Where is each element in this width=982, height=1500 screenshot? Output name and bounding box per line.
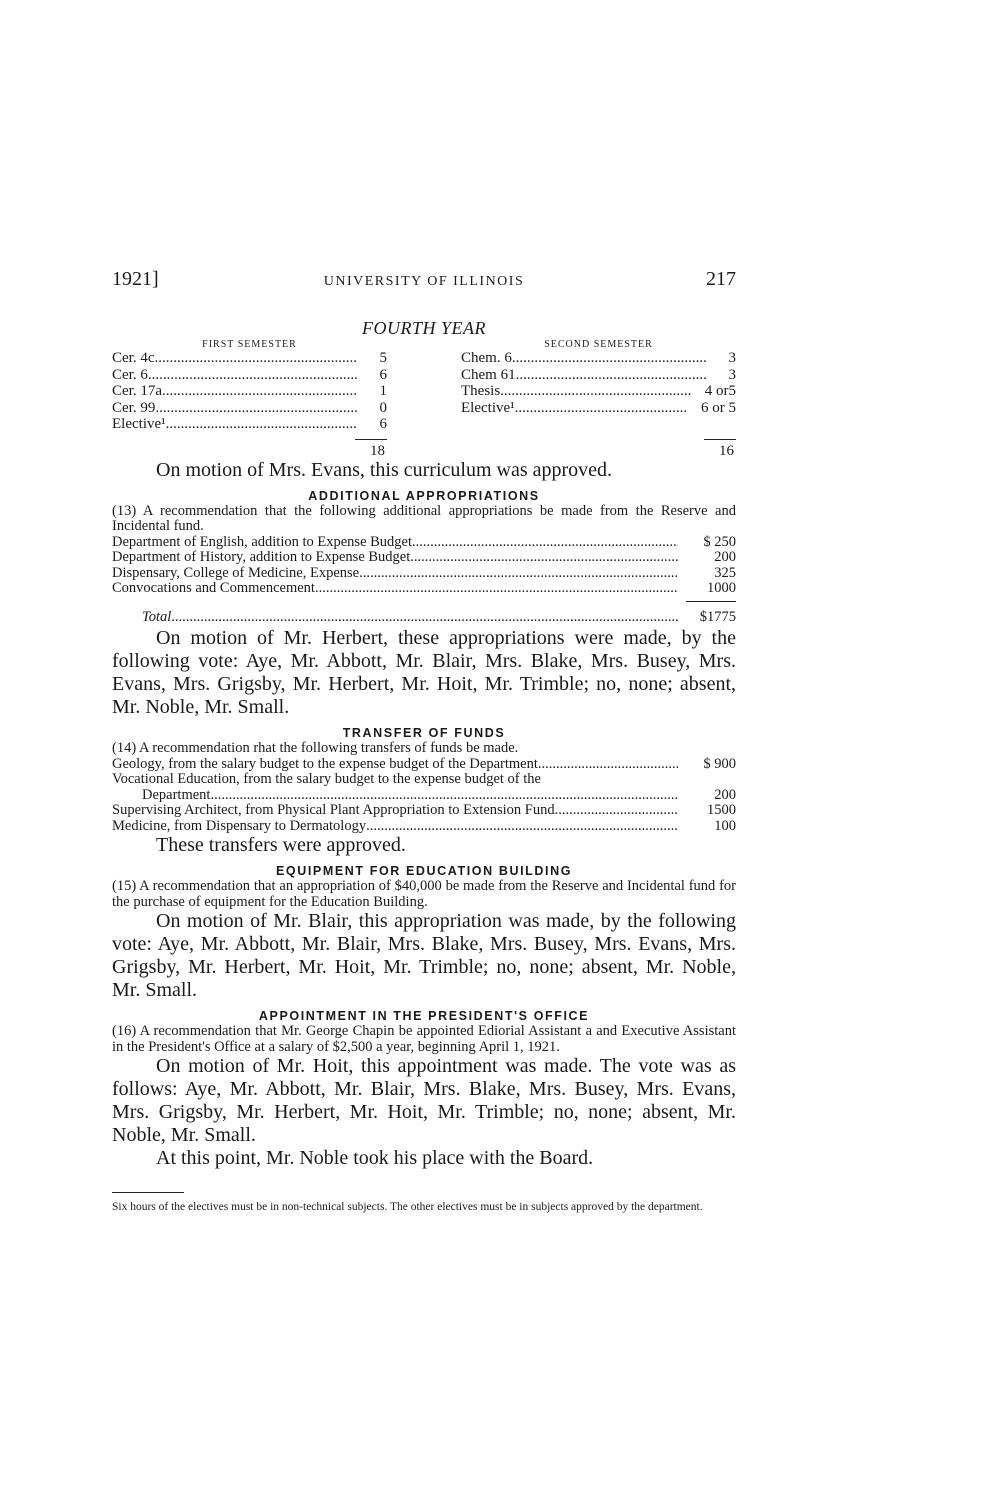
item-amount: 1500 bbox=[707, 802, 736, 818]
section-heading-equipment: EQUIPMENT FOR EDUCATION BUILDING bbox=[275, 864, 573, 878]
item-amount: 200 bbox=[714, 549, 736, 565]
course-credits: 1 bbox=[379, 383, 387, 399]
list-item bbox=[112, 757, 736, 773]
course-row bbox=[112, 400, 387, 417]
course-row bbox=[461, 400, 736, 417]
course-row bbox=[112, 367, 387, 384]
equipment-intro: (15) A recommendation that an appropriation of $40,000 be made from the Reserve and Incidental fund for the purchase of equipment for the Education Building. bbox=[112, 878, 736, 910]
course-name: Elective¹ bbox=[461, 399, 515, 416]
course-credits: 3 bbox=[728, 350, 736, 366]
item-amount: $ 900 bbox=[703, 755, 736, 772]
course-credits: 4 or5 bbox=[704, 383, 736, 399]
list-item bbox=[112, 535, 736, 551]
document-page bbox=[112, 268, 736, 1214]
curriculum-title: FOURTH YEAR bbox=[362, 318, 486, 338]
total-label: Total bbox=[142, 608, 172, 625]
first-semester-heading: FIRST SEMESTER bbox=[202, 339, 297, 350]
item-amount: $ 250 bbox=[703, 533, 736, 550]
total-amount: $1775 bbox=[699, 608, 736, 625]
list-item bbox=[112, 550, 736, 566]
item-amount: 325 bbox=[714, 564, 736, 581]
appropriations-intro: (13) A recommendation that the following additional appropriations be made from the Reserve and Incidental fund. bbox=[112, 502, 736, 534]
section-heading-additional-appropriations: ADDITIONAL APPROPRIATIONS bbox=[308, 488, 540, 503]
course-name: Cer. 99 bbox=[112, 399, 156, 416]
footnote-rule bbox=[112, 1192, 184, 1193]
item-amount: 200 bbox=[714, 786, 736, 803]
appropriations-motion: On motion of Mr. Herbert, these appropriations were made, by the following vote: Aye, Mr. Abbott, Mr. Blair, Mrs. Blake, Mrs. Busey, Mrs. Evans, Mrs. Grigsby, Mr. Herbert, Mr. Hoit, Mr. Trimble; no, none; absent, Mr. Noble, Mr. Small. bbox=[112, 627, 736, 718]
curriculum-table bbox=[112, 339, 736, 433]
header-year: 1921] bbox=[112, 268, 159, 290]
item-name: Department of History, addition to Expense Budget bbox=[112, 549, 411, 565]
second-semester-total: 16 bbox=[719, 442, 734, 459]
curriculum-motion: On motion of Mrs. Evans, this curriculum was approved. bbox=[156, 458, 613, 481]
running-header bbox=[112, 268, 736, 302]
course-name: Thesis bbox=[461, 383, 501, 399]
course-credits: 3 bbox=[728, 366, 736, 383]
section-heading-appointment: APPOINTMENT IN THE PRESIDENT'S OFFICE bbox=[258, 1009, 590, 1023]
transfer-motion: These transfers were approved. bbox=[156, 834, 406, 856]
list-item bbox=[112, 566, 736, 582]
list-item bbox=[112, 772, 736, 788]
page-number: 217 bbox=[706, 268, 736, 290]
appointment-intro: (16) A recommendation that Mr. George Chapin be appointed Ediorial Assistant a and Executive Assistant in the President's Office at a salary of $2,500 a year, beginning April 1, 1921. bbox=[112, 1023, 736, 1055]
course-name: Cer. 6 bbox=[112, 366, 148, 383]
appointment-motion: On motion of Mr. Hoit, this appointment was made. The vote was as follows: Aye, Mr. Abbott, Mr. Blair, Mrs. Blake, Mrs. Busey, Mrs. Evans, Mrs. Grigsby, Mr. Herbert, Mr. Hoit, Mr. Trimble; no, none; absent, Mr. Noble, Mr. Small. bbox=[112, 1055, 736, 1146]
course-row bbox=[461, 367, 736, 384]
first-semester-total: 18 bbox=[370, 442, 385, 459]
total-row bbox=[112, 610, 736, 626]
item-name: Geology, from the salary budget to the expense budget of the Department bbox=[112, 755, 538, 772]
course-row bbox=[112, 383, 387, 400]
section-heading-transfer-of-funds: TRANSFER OF FUNDS bbox=[342, 726, 506, 740]
item-name: Supervising Architect, from Physical Plant Appropriation to Extension Fund bbox=[112, 802, 555, 818]
item-amount: 1000 bbox=[707, 580, 736, 596]
transfer-intro: (14) A recommendation rhat the following transfers of funds be made. bbox=[112, 740, 519, 756]
list-item bbox=[112, 581, 736, 597]
course-credits: 5 bbox=[379, 350, 387, 366]
list-item bbox=[112, 788, 736, 804]
course-credits: 6 or 5 bbox=[701, 399, 736, 416]
course-credits: 6 bbox=[379, 366, 387, 383]
course-name: Cer. 17a bbox=[112, 383, 162, 399]
item-name: Medicine, from Dispensary to Dermatology bbox=[112, 817, 367, 834]
item-name: Vocational Education, from the salary budget to the expense budget of the bbox=[112, 771, 541, 787]
header-title: UNIVERSITY OF ILLINOIS bbox=[323, 274, 525, 289]
item-name: Department of English, addition to Expense Budget bbox=[112, 533, 413, 550]
item-name: Dispensary, College of Medicine, Expense bbox=[112, 564, 360, 581]
second-semester-heading: SECOND SEMESTER bbox=[544, 339, 653, 350]
closing-statement: At this point, Mr. Noble took his place with the Board. bbox=[156, 1147, 594, 1169]
footnote: Six hours of the electives must be in non-technical subjects. The other electives must be in subjects approved by the department. bbox=[112, 1201, 703, 1213]
list-item bbox=[112, 819, 736, 835]
item-amount: 100 bbox=[714, 817, 736, 834]
course-name: Cer. 4c bbox=[112, 350, 155, 366]
first-semester bbox=[112, 339, 387, 433]
second-semester bbox=[461, 339, 736, 433]
item-name: Convocations and Commencement bbox=[112, 580, 315, 596]
course-credits: 0 bbox=[379, 399, 387, 416]
course-row bbox=[461, 383, 736, 400]
list-item bbox=[112, 803, 736, 819]
course-name: Chem 61 bbox=[461, 366, 516, 383]
item-name: Department bbox=[142, 786, 211, 803]
course-row bbox=[461, 350, 736, 367]
course-credits: 6 bbox=[379, 416, 387, 432]
course-name: Elective¹ bbox=[112, 416, 166, 432]
semester-totals bbox=[112, 439, 736, 461]
course-name: Chem. 6 bbox=[461, 350, 512, 366]
equipment-motion: On motion of Mr. Blair, this appropriation was made, by the following vote: Aye, Mr. Abbott, Mr. Blair, Mrs. Blake, Mrs. Busey, Mrs. Evans, Mrs. Grigsby, Mr. Herbert, Mr. Hoit, Mr. Trimble; no, none; absent, Mr. Noble, Mr. Small. bbox=[112, 910, 736, 1001]
course-row bbox=[112, 350, 387, 367]
course-row bbox=[112, 416, 387, 433]
